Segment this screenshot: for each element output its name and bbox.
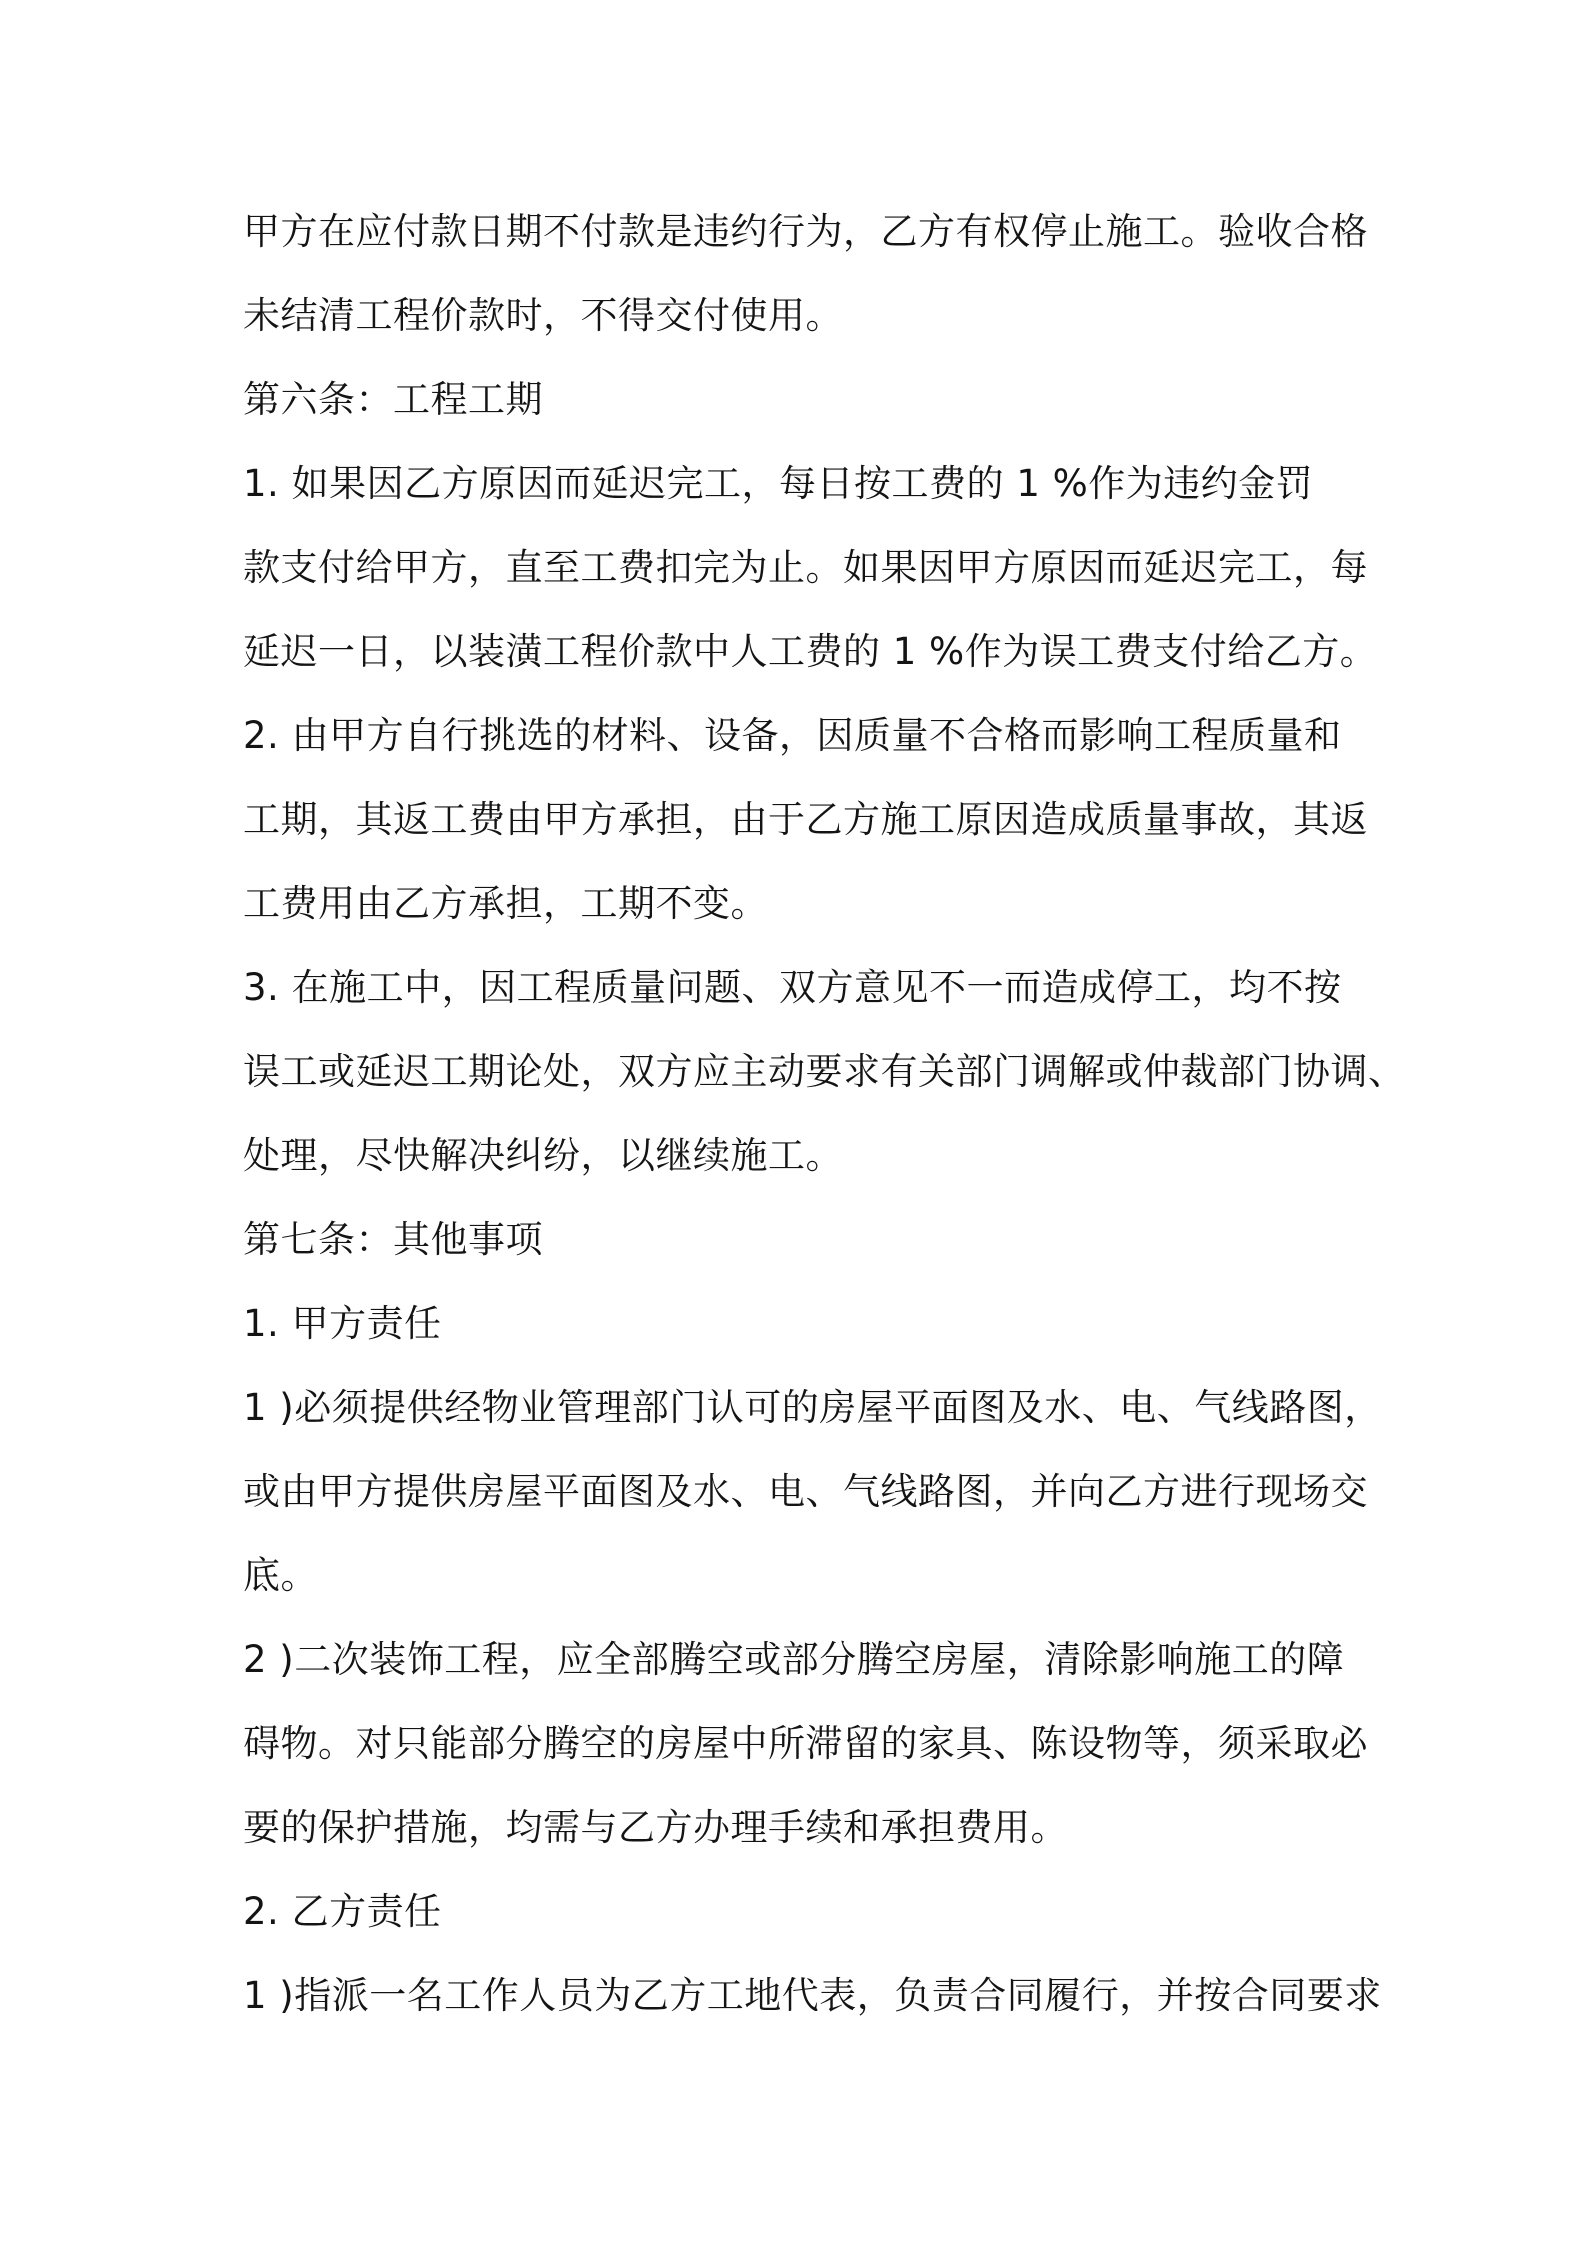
text-line: 工费用由乙方承担，工期不变。 [243,882,768,925]
text-line: 2 )二次装饰工程，应全部腾空或部分腾空房屋，清除影响施工的障 [243,1638,1345,1681]
section-heading: 第七条：其他事项 [243,1218,543,1261]
document-body [243,190,1406,2038]
subsection-heading: 2. 乙方责任 [243,1890,442,1933]
text-line: 未结清工程价款时，不得交付使用。 [243,294,843,337]
text-line: 工期，其返工费由甲方承担，由于乙方施工原因造成质量事故，其返 [243,798,1368,841]
subsection-heading: 1. 甲方责任 [243,1302,442,1345]
text-line: 甲方在应付款日期不付款是违约行为，乙方有权停止施工。验收合格 [243,210,1368,253]
text-line: 2. 由甲方自行挑选的材料、设备，因质量不合格而影响工程质量和 [243,714,1342,757]
section-heading: 第六条：工程工期 [243,378,543,421]
text-line: 误工或延迟工期论处，双方应主动要求有关部门调解或仲裁部门协调、 [243,1050,1406,1093]
text-line: 碍物。对只能部分腾空的房屋中所滞留的家具、陈设物等，须采取必 [243,1722,1368,1765]
text-line: 延迟一日，以装潢工程价款中人工费的 1 %作为误工费支付给乙方。 [243,630,1378,673]
text-line: 底。 [243,1554,318,1597]
text-line: 处理，尽快解决纠纷，以继续施工。 [243,1134,843,1177]
text-line: 款支付给甲方，直至工费扣完为止。如果因甲方原因而延迟完工，每 [243,546,1368,589]
text-line: 1 )指派一名工作人员为乙方工地代表，负责合同履行，并按合同要求 [243,1974,1382,2017]
text-line: 或由甲方提供房屋平面图及水、电、气线路图，并向乙方进行现场交 [243,1470,1368,1513]
text-line: 3. 在施工中，因工程质量问题、双方意见不一而造成停工，均不按 [243,966,1342,1009]
text-line: 要的保护措施，均需与乙方办理手续和承担费用。 [243,1806,1068,1849]
text-line: 1. 如果因乙方原因而延迟完工，每日按工费的 1 %作为违约金罚 [243,462,1314,505]
text-line: 1 )必须提供经物业管理部门认可的房屋平面图及水、电、气线路图， [243,1386,1382,1429]
